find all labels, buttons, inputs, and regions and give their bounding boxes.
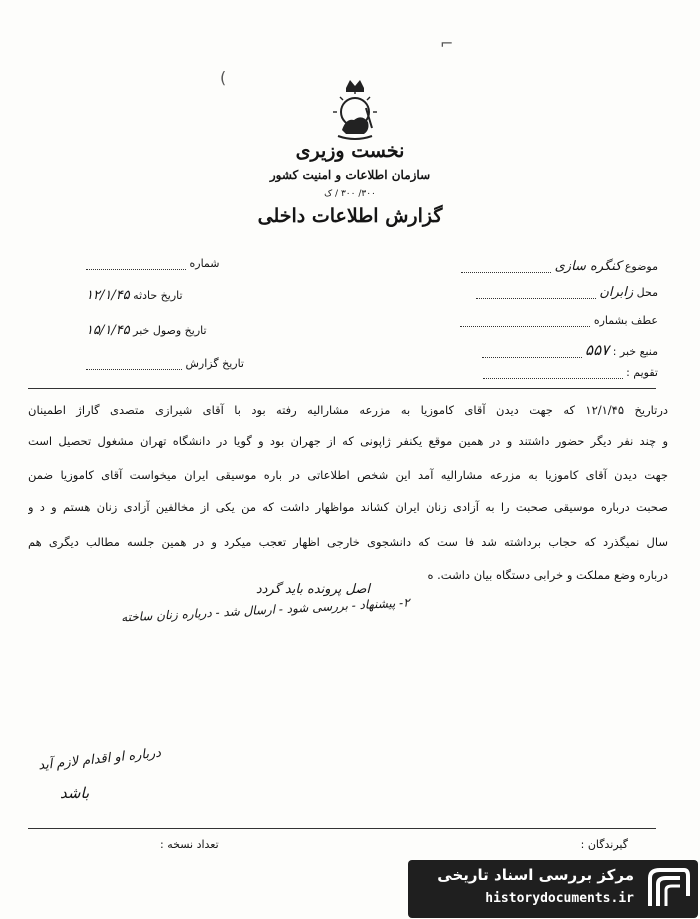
event-date-field — [86, 288, 183, 303]
source-field — [482, 341, 658, 359]
received-date-value: ۱۵/۱/۴۵ — [86, 323, 130, 338]
evaluation-field — [483, 366, 658, 379]
dotted-line — [482, 347, 582, 358]
place-field — [476, 285, 658, 300]
divider-line — [28, 388, 656, 389]
watermark-title: مرکز بررسی اسناد تاریخی — [437, 866, 634, 884]
body-line: صحبت درباره موسیقی صحبت را به آزادی زنان ایران کشاند مواظهار داشت که من یکی از مخالفین آزادی زنان هستم و د و — [28, 500, 668, 514]
scan-mark: ( — [220, 68, 227, 87]
evaluation-label: تقویم : — [626, 366, 658, 379]
dotted-line — [460, 316, 590, 327]
subject-field — [461, 259, 658, 274]
body-line: سال نمیگذرد که حجاب برداشته شد فا ست که دانشجوی خارجی اظهار تعجب میکرد و در همین جلسه مطالب دیگری هم — [28, 535, 668, 549]
divider-line — [28, 828, 656, 829]
body-line: درتاریخ ۱۲/۱/۴۵ که جهت دیدن آقای کاموزیا به مزرعه مشارالیه رفته بود با آقای شیرازی متصدی گاراژ اطمینان — [28, 403, 668, 417]
subject-value: کنگره سازی — [554, 259, 622, 274]
number-label: شماره — [189, 257, 220, 270]
dotted-line — [483, 368, 623, 379]
archive-logo-icon — [644, 866, 692, 912]
lion-and-sun-emblem-icon — [332, 78, 378, 142]
body-line: درباره وضع مملکت و خرابی دستگاه بیان داشت. ه — [427, 568, 668, 582]
event-date-value: ۱۲/۱/۴۵ — [86, 288, 130, 303]
handwritten-note: درباره او اقدام لازم آید — [37, 745, 162, 774]
handwritten-note: اصل پرونده باید گردد — [255, 582, 370, 597]
subject-label: موضوع — [624, 260, 658, 273]
watermark-url: historydocuments.ir — [485, 891, 634, 906]
reference-label: عطف بشماره — [593, 314, 658, 327]
report-date-field — [86, 357, 244, 370]
dotted-line — [461, 262, 551, 273]
dotted-line — [476, 288, 596, 299]
received-date-label: تاریخ وصول خبر — [133, 324, 207, 337]
copies-field — [160, 838, 219, 851]
number-field — [86, 257, 220, 270]
report-date-label: تاریخ گزارش — [185, 357, 244, 370]
source-label: منبع خبر : — [612, 345, 658, 358]
recipients-label: گیرندگان : — [580, 838, 628, 851]
body-line: و چند نفر دیگر حضور داشتند و در همین موقع یکنفر ژاپونی که از جهران بود و گویا در دانشگاه تهران مشغول تحصیل است — [28, 434, 668, 448]
dotted-line — [86, 259, 186, 270]
recipients-field — [581, 838, 628, 851]
watermark-banner — [408, 860, 698, 918]
handwritten-initials: باشد — [60, 784, 90, 802]
handwritten-note: ۲- پیشنهاد - بررسی شود - ارسال شد - درباره زنان ساخته — [121, 595, 411, 625]
dotted-line — [86, 359, 182, 370]
received-date-field — [86, 323, 207, 338]
form-code: ۳۰۰/ ۳۰۰ / ک — [324, 189, 376, 199]
scan-mark: ⌐ — [440, 34, 454, 53]
event-date-label: تاریخ حادثه — [133, 289, 183, 302]
report-title: گزارش اطلاعات داخلی — [257, 205, 443, 227]
place-value: زابران — [599, 285, 634, 300]
body-line: جهت دیدن آقای کاموزیا به مزرعه مشارالیه آمد این شخص اطلاعاتی در باره موسیقی ایران میخواست آقای کاموزیا ضمن — [28, 468, 668, 482]
org-subtitle: سازمان اطلاعات و امنیت کشور — [269, 168, 431, 182]
source-value: ۵۵۷ — [585, 341, 610, 359]
place-label: محل — [636, 286, 658, 299]
copies-label: تعداد نسخه : — [160, 838, 219, 851]
org-name: نخست وزیری — [295, 140, 405, 162]
reference-field — [460, 314, 658, 327]
